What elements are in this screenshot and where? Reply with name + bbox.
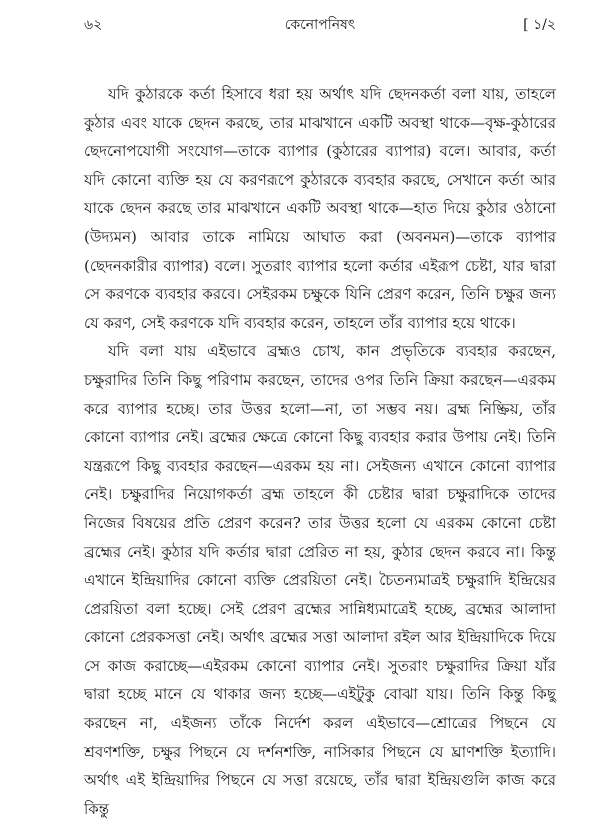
running-header xyxy=(84,12,556,38)
body-text xyxy=(84,80,556,823)
page-number: ৬২ xyxy=(84,17,103,33)
paragraph: যদি কুঠারকে কর্তা হিসাবে ধরা হয় অর্থাৎ যদি ছেদনকর্তা বলা যায়, তাহলে কুঠার এবং যাকে ছেদন করছে, তার মাঝখানে একটি অবস্থা থাকে—বৃক্ষ-কুঠারের ছেদনোপযোগী সংযোগ—তাকে ব্যাপার (কুঠারের ব্যাপার) বলে। আবার, কর্তা যদি কোনো ব্যক্তি হয় যে করণরূপে কুঠারকে ব্যবহার করছে, সেখানে কর্তা আর যাকে ছেদন করছে তার মাঝখানে একটি অবস্থা থাকে—হাত দিয়ে কুঠার ওঠানো (উদ্যমন) আবার তাকে নামিয়ে আঘাত করা (অবনমন)—তাকে ব্যাপার (ছেদনকারীর ব্যাপার) বলে। সুতরাং ব্যাপার হলো কর্তার এইরূপ চেষ্টা, যার দ্বারা সে করণকে ব্যবহার করবে। সেইরকম চক্ষুকে যিনি প্রেরণ করেন, তিনি চক্ষুর জন্য যে করণ, সেই করণকে যদি ব্যবহার করেন, তাহলে তাঁর ব্যাপার হয়ে থাকে। xyxy=(84,85,556,332)
section-marker: [ ১/২ xyxy=(523,17,556,33)
book-title: কেনোপনিষৎ xyxy=(284,17,356,33)
paragraph: যদি বলা যায় এইভাবে ব্রহ্মও চোখ, কান প্রভৃতিকে ব্যবহার করছেন, চক্ষুরাদির তিনি কিছু পরিণাম করছেন, তাদের ওপর তিনি ক্রিয়া করছেন—এরকম করে ব্যাপার হচ্ছে। তার উত্তর হলো—না, তা সম্ভব নয়। ব্রহ্ম নিষ্ক্রিয়, তাঁর কোনো ব্যাপার নেই। ব্রহ্মের ক্ষেত্রে কোনো কিছু ব্যবহার করার উপায় নেই। তিনি যন্ত্ররূপে কিছু ব্যবহার করছেন—এরকম হয় না। সেইজন্য এখানে কোনো ব্যাপার নেই। চক্ষুরাদির নিয়োগকর্তা ব্রহ্ম তাহলে কী চেষ্টার দ্বারা চক্ষুরাদিকে তাদের নিজের বিষয়ের প্রতি প্রেরণ করেন? তার উত্তর হলো যে এরকম কোনো চেষ্টা ব্রহ্মের নেই। কুঠার যদি কর্তার দ্বারা প্রেরিত না হয়, কুঠার ছেদন করবে না। কিন্তু এখানে ইন্দ্রিয়াদির কোনো ব্যক্তি প্রেরয়িতা নেই। চৈতন্যমাত্রই চক্ষুরাদি ইন্দ্রিয়ের প্রেরয়িতা বলা হচ্ছে। সেই প্রেরণ ব্রহ্মের সান্নিধ্যমাত্রেই হচ্ছে, ব্রহ্মের আলাদা কোনো প্রেরকসত্তা নেই। অর্থাৎ ব্রহ্মের সত্তা আলাদা রইল আর ইন্দ্রিয়াদিকে দিয়ে সে কাজ করাচ্ছে—এইরকম কোনো ব্যাপার নেই। সুতরাং চক্ষুরাদির ক্রিয়া যাঁর দ্বারা হচ্ছে মানে যে থাকার জন্য হচ্ছে—এইটুকু বোঝা যায়। তিনি কিন্তু কিছু করছেন না, এইজন্য তাঁকে নির্দেশ করল এইভাবে—শ্রোত্রের পিছনে যে শ্রবণশক্তি, চক্ষুর পিছনে যে দর্শনশক্তি, নাসিকার পিছনে যে ঘ্রাণশক্তি ইত্যাদি। অর্থাৎ এই ইন্দ্রিয়াদির পিছনে যে সত্তা রয়েছে, তাঁর দ্বারা ইন্দ্রিয়গুলি কাজ করে কিন্তু xyxy=(84,342,556,818)
